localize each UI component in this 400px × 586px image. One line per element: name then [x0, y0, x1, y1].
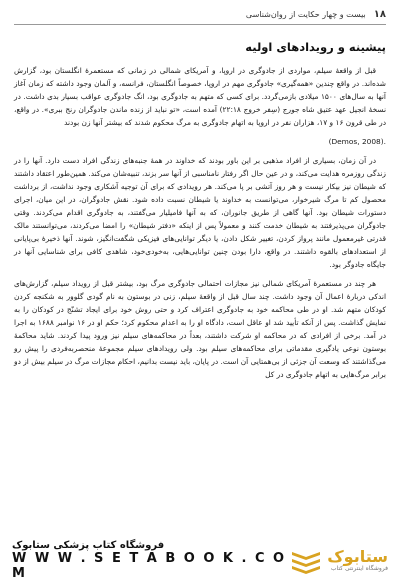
paragraph: در آن زمان، بسیاری از افراد مذهبی بر این باور بودند که خداوند در همهٔ جنبه‌های زندگی افراد دست دارد. آنها را در زندگی روزمره هدایت می‌کند، و در عین حال اگر رفتار نامناسبی از آنها سر بزند، تنبیه‌شان می‌کند. همین‌طور اعتقاد داشتند که شیطان نیز بیکار نیست و هر روز آتشی بر پا می‌کند. هر رویدادی که برای آن توجیه آشکاری وجود نداشت، از برداشت محصول کم تا مرگ شیرخوار، می‌توانست به خداوند یا شیطان نسبت داده شود. نقش جادوگران، در این میان، اجرای دستورات شیطان بود. آنها گاهی از طریق جانوران، که به آنها فامیلیار می‌گفتند، به جادوگری اقدام می‌کردند. وقتی جادوگران می‌پذیرفتند به شیطان خدمت کنند و معمولاً پس از اینکه «دفتر شیطان» را امضا می‌کردند، می‌توانستند مالک قدرتی غیرمعمول مانند پرواز کردن، تغییر شکل دادن، یا دیگر توانایی‌های فیزیکی شگفت‌انگیز، شوند. آنها ذخیرهٔ بی‌پایانی از استعدادهای بالقوه داشتند. در واقع، دارا بودن چنین توانایی‌هایی، به‌خودی‌خود، شاهدی کافی برای شناسایی آنها در جایگاه جادوگر بود. — [14, 156, 386, 269]
header-divider — [14, 24, 386, 25]
paragraph: قبل از واقعهٔ سیلم، مواردی از جادوگری در اروپا، و آمریکای شمالی در زمانی که مستعمرهٔ انگلستان بود، گزارش شده‌اند. در واقع چندین «همه‌گیری» جادوگری مهم در اروپا، خصوصاً انگلستان، فرانسه، و آلمان وجود داشته که زمان آغاز آنها به سال‌های ۱۵۰۰ میلادی بازمی‌گردد. برای کسی که متهم به جادوگری بود، انگ جادوگری عواقب بسیار بدی داشت. در نسخهٔ انجیل عهد عتیق شاه جورج (سِفر خروج ۲۲:۱۸) آمده است، «تو نباید از زنده ماندن جادوگران رنج ببری». در واقع، در طی قرون ۱۶ و ۱۷، هزاران نفر در اروپا به اتهام جادوگری به مرگ محکوم شدند که بیشتر آنها زن بودند — [14, 66, 386, 127]
body-text — [14, 64, 386, 387]
running-header — [14, 6, 386, 22]
setabook-logo[interactable] — [289, 546, 388, 574]
paragraph: هر چند در مستعمرهٔ آمریکای شمالی نیز مجازات احتمالی جادوگری مرگ بود، بیشتر قبل از رویداد سیلم، گزارش‌های اندکی دربارهٔ اعمال آن وجود داشت. چند سال قبل از واقعهٔ سیلم، زنی در بوستون به نام گودی گلوور به شکنجه کردن کودکان متهم شد. او در طی محاکمه خود به جادوگری اعتراف کرد و حتی روش خود برای ایجاد تشنّج در کودکان را به نمایش گذاشت. پس از آنکه تأیید شد او عاقل است، دادگاه او را به اعدام محکوم کرد؛ حکم او در ۱۶ نوامبر ۱۶۸۸ به اجرا در آمد. برخی از افرادی که در محاکمه او شرکت داشتند، بعداً در محاکمه‌های سیلم نیز ورود پیدا کردند. شاید محاکمهٔ بوستون نوعی یادگیری مقدماتی برای محاکمه‌های سیلم بود. ولی رویدادهای سیلم مجموعهٔ منحصربه‌فردی را پیش رو می‌گذاشتند که وسعت آن جزئی از بی‌همتایی آن است. در پایان، باید نیست بدانیم، احکام مجازات مرگ در سیلم بیش از دو برابر مرگ‌هایی به اتهام جادوگری در کل — [14, 279, 386, 379]
store-name: فروشگاه کتاب پزشکی ستابوک — [12, 539, 165, 551]
citation: (Demos, 2008). — [328, 137, 386, 146]
section-heading: پیشینه و رویدادهای اولیه — [245, 40, 386, 54]
publisher-footer — [0, 534, 400, 586]
book-stack-icon — [289, 546, 323, 574]
page-number: ۱۸ — [373, 8, 386, 20]
running-title: بیست و چهار حکایت از روان‌شناسی — [245, 9, 366, 19]
store-url-link[interactable]: W W W . S E T A B O O K . C O M — [12, 550, 287, 581]
logo-wordmark: ستابوک — [327, 546, 388, 566]
store-info — [12, 540, 289, 581]
logo-subtitle: فروشگاه اینترنتی کتاب — [330, 564, 388, 572]
